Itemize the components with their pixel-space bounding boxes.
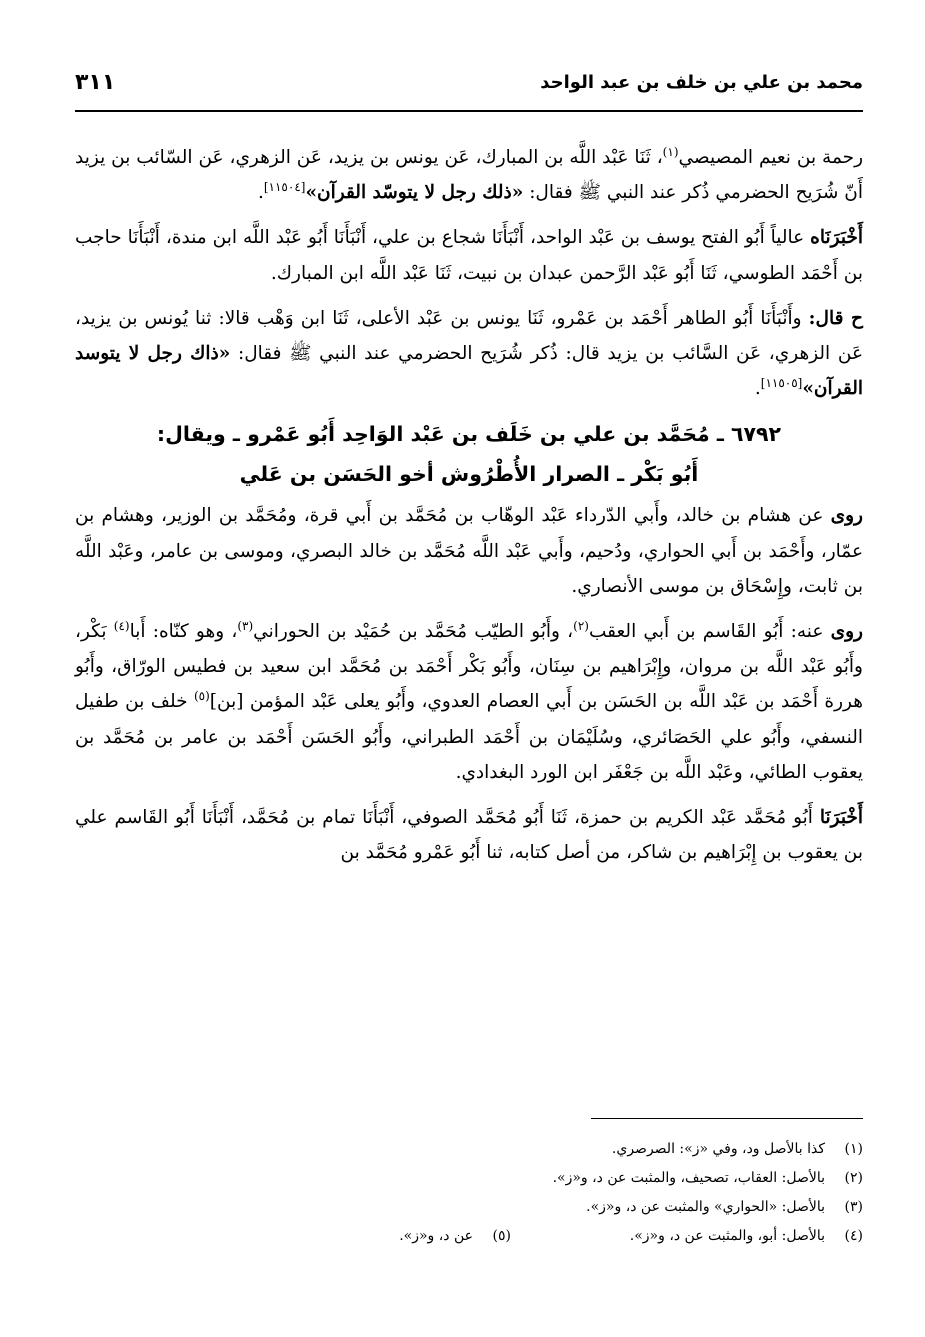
footnote-2 (75, 1164, 863, 1193)
footnote-4 (511, 1222, 863, 1251)
entry-title (75, 414, 863, 494)
footnote-ref: (٣) (237, 618, 254, 633)
text-span: عالياً أَبُو الفتح يوسف بن عَبْد الواحد، أَنْبَأَنَا شجاع بن علي، أَنْبَأَنَا أَبُو عَبْد اللَّه ابن مندة، أَنْبَأَنَا حاجب بن أَحْمَد الطوسي، ثَنَا أَبُو عَبْد الرَّحمن عبدان بن نبيت، ثَنَا عَبْد اللَّه ابن المبارك. (75, 227, 863, 284)
footnote-text: عن د، و«ز». (399, 1228, 473, 1244)
text-span: . (257, 182, 264, 204)
hadith-number: [١١٥٠٥] (760, 376, 803, 391)
text-span: خلف بن طفيل النسفي، وأَبُو علي الحَصَائري، وسُلَيْمَان بن أَحْمَد الطبراني، وأَبُو الحَسَن أَحْمَد بن عامر بن مُحَمَّد بن يعقوب الطائي، وعَبْد اللَّه بن جَعْفَر ابن الورد البغدادي. (75, 691, 863, 783)
main-text (75, 140, 863, 870)
paragraph-1 (75, 140, 863, 210)
footnote-ref: (٤) (113, 618, 130, 633)
text-span: رحمة بن نعيم المصيصي (678, 147, 864, 168)
paragraph-lead: روى (830, 621, 863, 643)
footnote-text: كذا بالأصل ود، وفي «ز»: الصرصري. (611, 1141, 825, 1157)
text-span: وأَنْبَأَنَا أَبُو الطاهر أَحْمَد بن عَمْرو، ثَنَا يونس بن عَبْد الأعلى، ثَنَا ابن وَهْب قالا: ثنا يُونس بن يزيد، عَن الزهري، عَن السَّائب بن يزيد قال: ذُكر شُرَيح الحضرمي عند النبي ﷺ فقال: (75, 307, 863, 365)
footnote-text: بالأصل: «الحواري» والمثبت عن د، و«ز». (586, 1199, 825, 1215)
hadith-quote: «ذلك رجل لا يتوسّد القرآن» (305, 182, 524, 204)
text-span: ، ثَنَا عَبْد اللَّه بن المبارك، عَن يونس بن يزيد، عَن الزهري، عَن السّائب بن يزيد أَنّ شُرَيح الحضرمي ذُكر عند النبي ﷺ فقال: (75, 147, 863, 204)
text-span: بَكْر، وأَبُو عَبْد اللَّه بن مروان، وإِبْرَاهيم بن سِنَان، وأَبُو بَكْر أَحْمَد بن مُحَمَّد ابن سعيد بن فطيس الورّاق، وأَبُو هررة أَحْمَد بن عَبْد اللَّه بن الحَسَن بن أَبي العصام العدوي، وأَبُو يعلى عَبْد المؤمن [بن] (75, 621, 863, 713)
text-span: ، وأَبُو الطيّب مُحَمَّد بن حُمَيْد بن الحوراني (253, 621, 574, 643)
footnote-list (75, 1135, 863, 1251)
page-number: ٣١١ (75, 70, 116, 95)
footnote-ref: (٢) (573, 618, 589, 633)
footnote-text: بالأصل: أبو، والمثبت عن د، و«ز». (629, 1228, 825, 1244)
text-span: عن هشام بن خالد، وأَبي الدّرداء عَبْد الوهّاب بن مُحَمَّد بن أَبي قرة، ومُحَمَّد بن الوزير، وهشام بن عمّار، وأَحْمَد بن أَبي الحواري، ودُحيم، وأَبي عَبْد اللَّه مُحَمَّد بن خالد البصري، وموسى بن عامر، وعَبْد اللَّه بن ثابت، وإِسْحَاق بن موسى الأنصاري. (75, 505, 863, 597)
footnote-5 (159, 1222, 511, 1251)
hadith-quote: «ذاك رجل لا يتوسد القرآن» (75, 343, 863, 400)
footnote-number: (٢) (844, 1170, 863, 1186)
paragraph-4 (75, 498, 863, 604)
running-head: محمد بن علي بن خلف بن عبد الواحد (540, 72, 863, 93)
entry-title-line-1: ٦٧٩٢ ـ مُحَمَّد بن علي بن خَلَف بن عَبْد الوَاحِد أَبُو عَمْرو ـ ويقال: (156, 422, 782, 447)
footnote-number: (١) (844, 1141, 863, 1157)
hadith-number: [١١٥٠٤] (263, 180, 306, 195)
entry-title-line-2: أَبُو بَكْر ـ الصرار الأُطْرُوش أخو الحَسَن بن عَلي (239, 462, 699, 487)
footnote-1 (75, 1135, 863, 1164)
paragraph-2 (75, 220, 863, 290)
paragraph-5 (75, 614, 863, 790)
paragraph-lead: أَخْبَرَنَا (819, 807, 863, 829)
footnote-number: (٥) (492, 1228, 511, 1244)
footnote-number: (٤) (844, 1228, 863, 1244)
footnote-text: بالأصل: العقاب، تصحيف، والمثبت عن د، و«ز». (552, 1170, 825, 1186)
text-span: عنه: أَبُو القَاسم بن أَبي العقب (588, 621, 831, 643)
paragraph-lead: ح قال: (808, 307, 863, 329)
paragraph-lead: روى (830, 505, 863, 527)
paragraph-lead: أَخْبَرَنَاه (810, 227, 863, 249)
paragraph-3 (75, 301, 863, 407)
footnote-3 (75, 1193, 863, 1222)
footnote-divider (591, 1118, 863, 1119)
footnote-row (75, 1222, 863, 1251)
footnote-ref: (٥) (193, 689, 210, 704)
paragraph-6 (75, 800, 863, 870)
footnote-ref: (١) (662, 144, 679, 159)
text-span: أَبُو مُحَمَّد عَبْد الكريم بن حمزة، ثَنَا أَبُو مُحَمَّد الصوفي، أَنْبَأَنَا تمام بن مُحَمَّد، أَنْبَأَنَا أَبُو القَاسم علي بن يعقوب بن إِبْرَاهيم بن شاكر، من أصل كتابه، ثنا أَبُو عَمْرو مُحَمَّد بن (75, 807, 863, 864)
text-span: . (754, 378, 761, 400)
page-header (75, 70, 863, 112)
text-span: ، وهو كنّاه: أَبا (129, 621, 238, 643)
footnote-number: (٣) (844, 1199, 863, 1215)
